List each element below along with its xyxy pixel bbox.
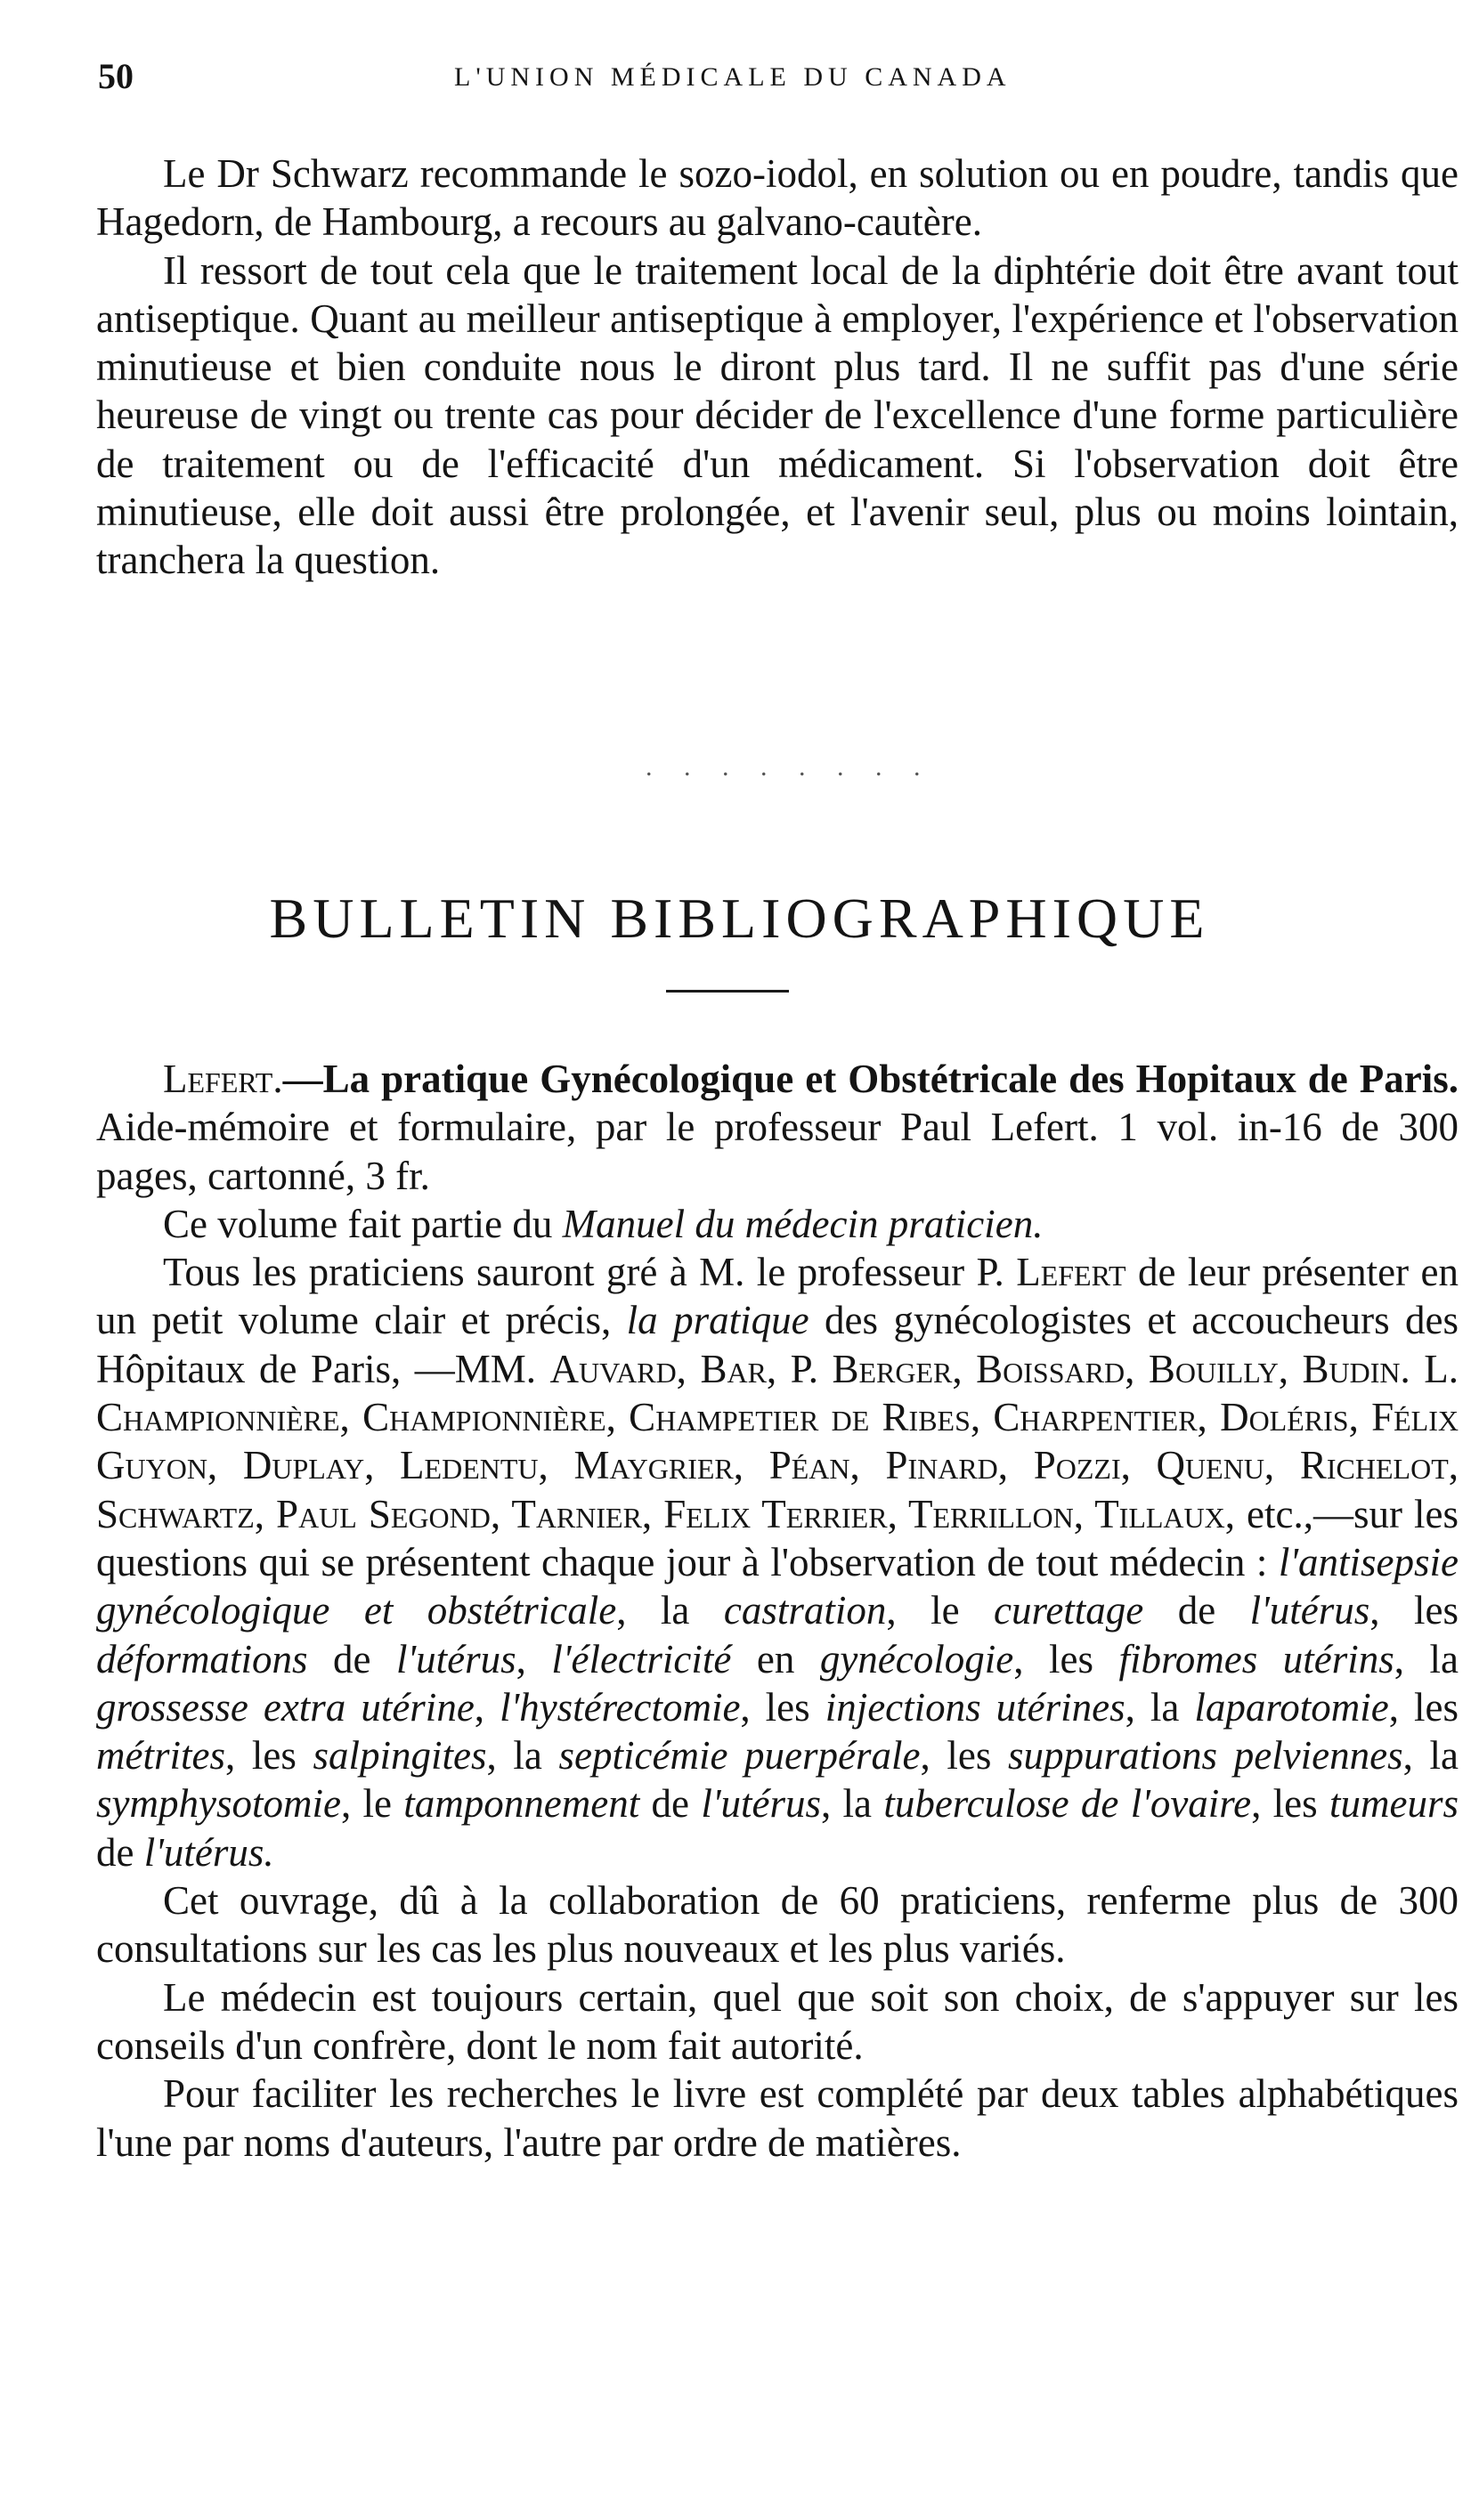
page-header (98, 55, 1407, 109)
italic-term: métrites (96, 1733, 225, 1779)
text-run: de (1143, 1588, 1250, 1633)
intro-text (96, 150, 1459, 585)
title-rule (666, 990, 789, 993)
bib-paragraph-2 (96, 1200, 1459, 1248)
text-run: , les (1013, 1636, 1119, 1681)
page-number: 50 (98, 56, 134, 96)
bib-paragraph-6: Pour faciliter les recherches le livre est complété par deux tables alphabétiques l'une par noms d'auteurs, l'autre par ordre de matières. (96, 2071, 1459, 2165)
italic-term: castration (723, 1588, 887, 1633)
text-run: , (474, 1684, 500, 1730)
bib-book-title: —La pratique Gynécologique et Obstétricale des Hopitaux de Paris. (282, 1057, 1459, 1101)
italic-term: tumeurs (1329, 1781, 1459, 1827)
bib-author: Lefert. (163, 1057, 283, 1101)
italic-term: la pratique (626, 1298, 809, 1343)
bib-paragraph-4: Cet ouvrage, dû à la collaboration de 60 praticiens, renferme plus de 300 consultations sur les cas les plus nouveaux et les plus variés. (96, 1878, 1459, 1972)
text-run: , (516, 1636, 552, 1681)
text-run: , les (920, 1733, 1009, 1779)
italic-term: septicémie puerpérale (558, 1733, 921, 1779)
text-run: , la (1394, 1636, 1459, 1681)
italic-term: laparotomie (1194, 1684, 1389, 1730)
italic-term: l'utérus (701, 1781, 821, 1827)
text-run: , la (486, 1733, 559, 1779)
text-run: Ce volume fait partie du (163, 1201, 563, 1246)
bib-description: Aide-mémoire et formulaire, par le professeur Paul Lefert. 1 vol. in-16 de 300 pages, cartonné, 3 fr. (96, 1105, 1459, 1198)
italic-term: curettage (994, 1588, 1144, 1633)
italic-term: fibromes utérins (1118, 1636, 1394, 1681)
section-title: BULLETIN BIBLIOGRAPHIQUE (269, 886, 1210, 950)
text-run: , la (616, 1588, 724, 1633)
italic-term: tamponnement (403, 1781, 640, 1827)
series-title: Manuel du médecin praticien. (562, 1201, 1044, 1246)
text-run: , le (886, 1588, 994, 1633)
italic-term: symphysotomie (96, 1781, 341, 1827)
text-run: , la (820, 1781, 884, 1827)
separator-dots: . . . . . . . . (646, 752, 933, 782)
bib-entry-heading (96, 1055, 1459, 1200)
running-title: L'UNION MÉDICALE DU CANADA (454, 62, 1012, 92)
italic-term: l'hystérectomie (500, 1684, 741, 1730)
italic-term: gynécologie (819, 1636, 1014, 1681)
bib-paragraph-3 (96, 1248, 1459, 1876)
text-run: , les (1369, 1588, 1459, 1633)
text-run: , le (340, 1781, 404, 1827)
intro-paragraph-1: Le Dr Schwarz recommande le sozo-iodol, en solution ou en poudre, tandis que Hagedorn, de Hambourg, a recours au galvano-cautère. (96, 151, 1459, 245)
bib-paragraph-5: Le médecin est toujours certain, quel que soit son choix, de s'appuyer sur les conseils d'un confrère, dont le nom fait autorité. (96, 1974, 1459, 2068)
intro-paragraph-2: Il ressort de tout cela que le traitement local de la diphtérie doit être avant tout antiseptique. Quant au meilleur antiseptique à employer, l'expérience et l'observation minutieuse et bien conduite nous le diront plus tard. Il ne suffit pas d'une série heureuse de vingt ou trente cas pour décider de l'excellence d'une forme particulière de traitement ou de l'efficacité d'un médicament. Si l'observation doit être minutieuse, elle doit aussi être prolongée, et l'avenir seul, plus ou moins lointain, tranchera la question. (96, 247, 1459, 583)
italic-term: l'électricité (551, 1636, 732, 1681)
text-run: de leur présenter en un petit volume clair et précis, (96, 1250, 1459, 1343)
contributors-list: Auvard, Bar, P. Berger, Boissard, Bouilly, Budin. L. Championnière, Championnière, Champetier de Ribes, Charpentier, Doléris, Félix Guyon, Duplay, Ledentu, Maygrier, Péan, Pinard, Pozzi, Quenu, Richelot, Schwartz, Paul Segond, Tarnier, Felix Terrier, Terrillon, Tillaux (96, 1346, 1459, 1536)
text-run: de (96, 1829, 144, 1875)
text-run: Tous les praticiens sauront gré à M. le professeur P. (163, 1250, 1017, 1295)
italic-term: tuberculose de l'ovaire (883, 1781, 1252, 1827)
text-run: en (731, 1636, 820, 1681)
text-run: , etc.,—sur les questions qui se présentent chaque jour à l'observation de tout médecin : (96, 1491, 1459, 1584)
text-run: des gynécologistes et accoucheurs des Hôpitaux de Paris, —MM. (96, 1298, 1459, 1391)
italic-term: déformations (96, 1636, 308, 1681)
text-run: , les (1251, 1781, 1329, 1827)
italic-term: l'utérus (395, 1636, 516, 1681)
text-run: , les (224, 1733, 313, 1779)
italic-term: salpingites (313, 1733, 487, 1779)
italic-term: l'utérus (1249, 1588, 1370, 1633)
italic-term: l'antisepsie gynécologique et obstétricale (96, 1539, 1459, 1633)
text-run: de (639, 1781, 702, 1827)
italic-term: l'utérus. (143, 1829, 274, 1875)
bibliography-entry (96, 1055, 1459, 2167)
italic-term: suppurations pelviennes (1008, 1733, 1403, 1779)
italic-term: grossesse extra utérine (96, 1684, 475, 1730)
italic-term: injections utérines (825, 1684, 1126, 1730)
author-name: Lefert (1016, 1250, 1126, 1295)
text-run: de (307, 1636, 396, 1681)
text-run: , la (1125, 1684, 1195, 1730)
text-run: , la (1402, 1733, 1459, 1779)
text-run: , les (1388, 1684, 1459, 1730)
text-run: , les (740, 1684, 825, 1730)
